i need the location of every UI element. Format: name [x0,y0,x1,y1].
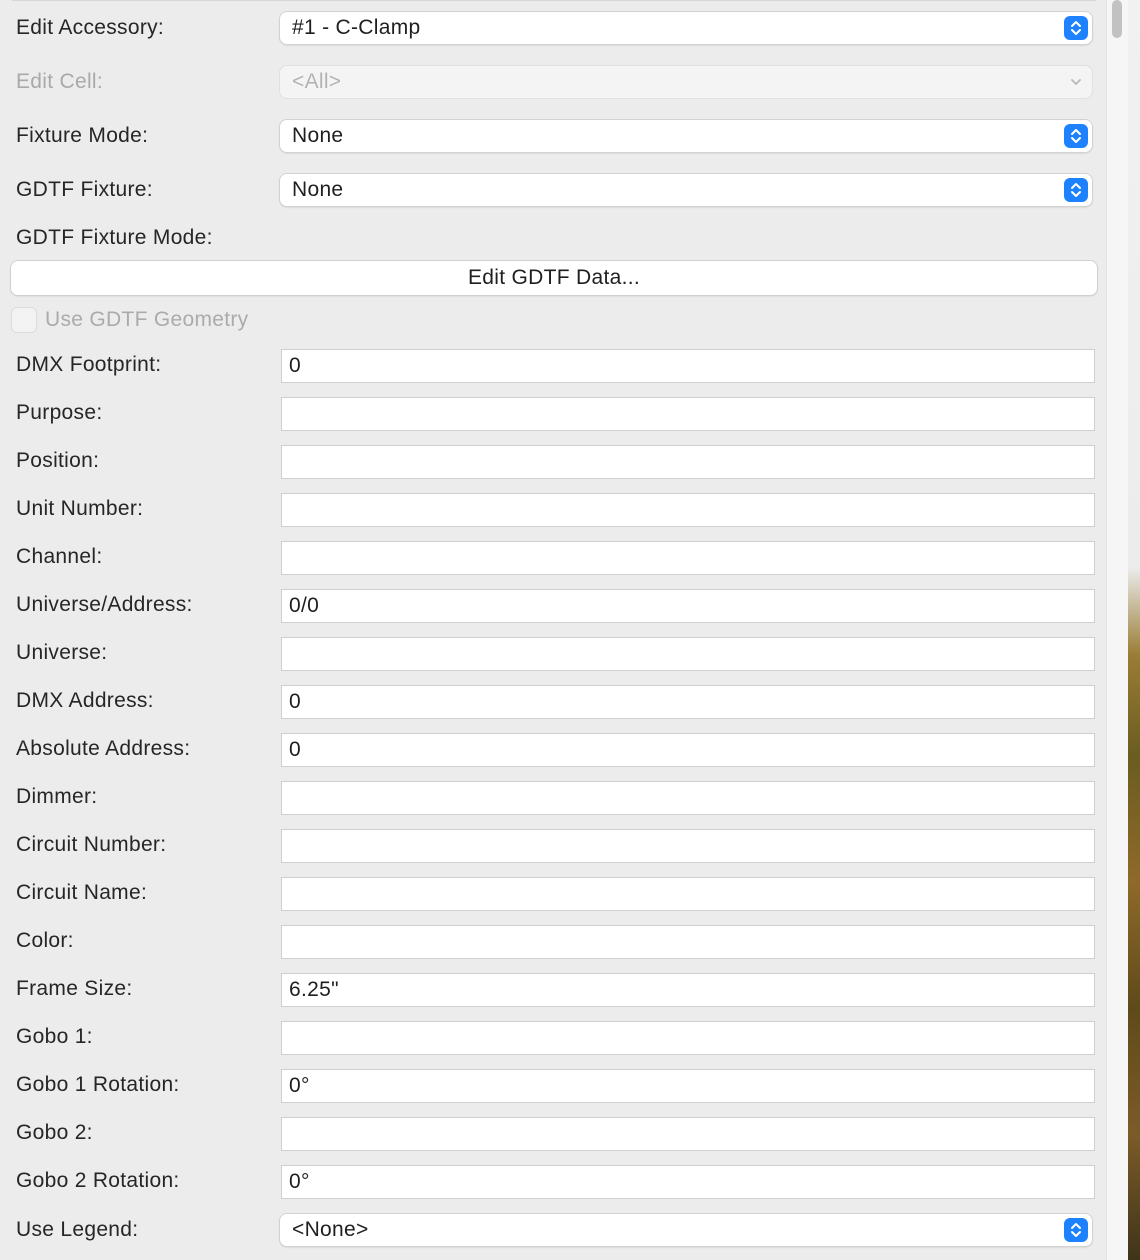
edit-cell-select[interactable] [280,66,1092,98]
gobo-2-rotation-field[interactable] [281,1165,1095,1199]
circuit-name-field[interactable] [281,877,1095,911]
use-legend-label: Use Legend: [16,1218,139,1241]
edit-gdtf-data-button[interactable]: Edit GDTF Data... [11,261,1097,295]
unit-number-label: Unit Number: [16,497,144,520]
frame-size-field[interactable] [281,973,1095,1007]
fixture-mode-select[interactable] [280,120,1092,152]
purpose-input[interactable] [282,398,1094,430]
gdtf-fixture-value: None [292,178,344,201]
absolute-address-label: Absolute Address: [16,737,191,760]
position-input[interactable] [282,446,1094,478]
color-input[interactable] [282,926,1094,958]
gdtf-fixture-label: GDTF Fixture: [16,178,153,201]
use-gdtf-geometry-label: Use GDTF Geometry [45,308,249,331]
edit-accessory-value: #1 - C-Clamp [292,16,421,39]
gobo-1-rotation-label: Gobo 1 Rotation: [16,1073,180,1096]
gobo-1-field[interactable] [281,1021,1095,1055]
purpose-field[interactable] [281,397,1095,431]
universe-address-input[interactable] [282,590,1094,622]
channel-label: Channel: [16,545,103,568]
channel-field[interactable] [281,541,1095,575]
chevron-up-down-icon [1064,178,1088,202]
dmx-address-label: DMX Address: [16,689,154,712]
gobo-2-rotation-input[interactable] [282,1166,1094,1198]
use-gdtf-geometry-checkbox[interactable] [12,308,36,332]
circuit-number-field[interactable] [281,829,1095,863]
dmx-footprint-input[interactable] [282,350,1094,382]
channel-input[interactable] [282,542,1094,574]
circuit-name-input[interactable] [282,878,1094,910]
gdtf-fixture-select[interactable] [280,174,1092,206]
edit-cell-value: <All> [292,70,342,93]
universe-field[interactable] [281,637,1095,671]
gobo-1-rotation-input[interactable] [282,1070,1094,1102]
purpose-label: Purpose: [16,401,103,424]
use-legend-value: <None> [292,1218,369,1241]
edit-accessory-label: Edit Accessory: [16,16,165,39]
dmx-footprint-label: DMX Footprint: [16,353,162,376]
dmx-address-field[interactable] [281,685,1095,719]
top-divider [12,0,1096,1]
desktop-background-edge [1128,0,1140,1260]
gobo-1-rotation-field[interactable] [281,1069,1095,1103]
dmx-address-input[interactable] [282,686,1094,718]
absolute-address-field[interactable] [281,733,1095,767]
use-legend-select[interactable] [280,1214,1092,1246]
dimmer-label: Dimmer: [16,785,98,808]
universe-label: Universe: [16,641,108,664]
chevron-up-down-icon [1064,1218,1088,1242]
circuit-number-input[interactable] [282,830,1094,862]
chevron-down-icon [1064,70,1088,94]
vertical-scrollbar[interactable] [1106,0,1128,1260]
gobo-1-label: Gobo 1: [16,1025,93,1048]
gobo-2-field[interactable] [281,1117,1095,1151]
gobo-1-input[interactable] [282,1022,1094,1054]
unit-number-input[interactable] [282,494,1094,526]
dmx-footprint-field[interactable] [281,349,1095,383]
chevron-up-down-icon [1064,16,1088,40]
gobo-2-label: Gobo 2: [16,1121,93,1144]
color-field[interactable] [281,925,1095,959]
circuit-number-label: Circuit Number: [16,833,167,856]
edit-accessory-select[interactable] [280,12,1092,44]
frame-size-input[interactable] [282,974,1094,1006]
edit-cell-label: Edit Cell: [16,70,104,93]
fixture-mode-value: None [292,124,344,147]
unit-number-field[interactable] [281,493,1095,527]
dimmer-input[interactable] [282,782,1094,814]
position-field[interactable] [281,445,1095,479]
universe-address-field[interactable] [281,589,1095,623]
gobo-2-rotation-label: Gobo 2 Rotation: [16,1169,180,1192]
dimmer-field[interactable] [281,781,1095,815]
gdtf-fixture-mode-label: GDTF Fixture Mode: [16,226,213,249]
universe-input[interactable] [282,638,1094,670]
fixture-mode-label: Fixture Mode: [16,124,149,147]
universe-address-label: Universe/Address: [16,593,193,616]
circuit-name-label: Circuit Name: [16,881,148,904]
gobo-2-input[interactable] [282,1118,1094,1150]
chevron-up-down-icon [1064,124,1088,148]
color-label: Color: [16,929,74,952]
position-label: Position: [16,449,100,472]
absolute-address-input[interactable] [282,734,1094,766]
frame-size-label: Frame Size: [16,977,133,1000]
scrollbar-thumb[interactable] [1112,0,1122,38]
